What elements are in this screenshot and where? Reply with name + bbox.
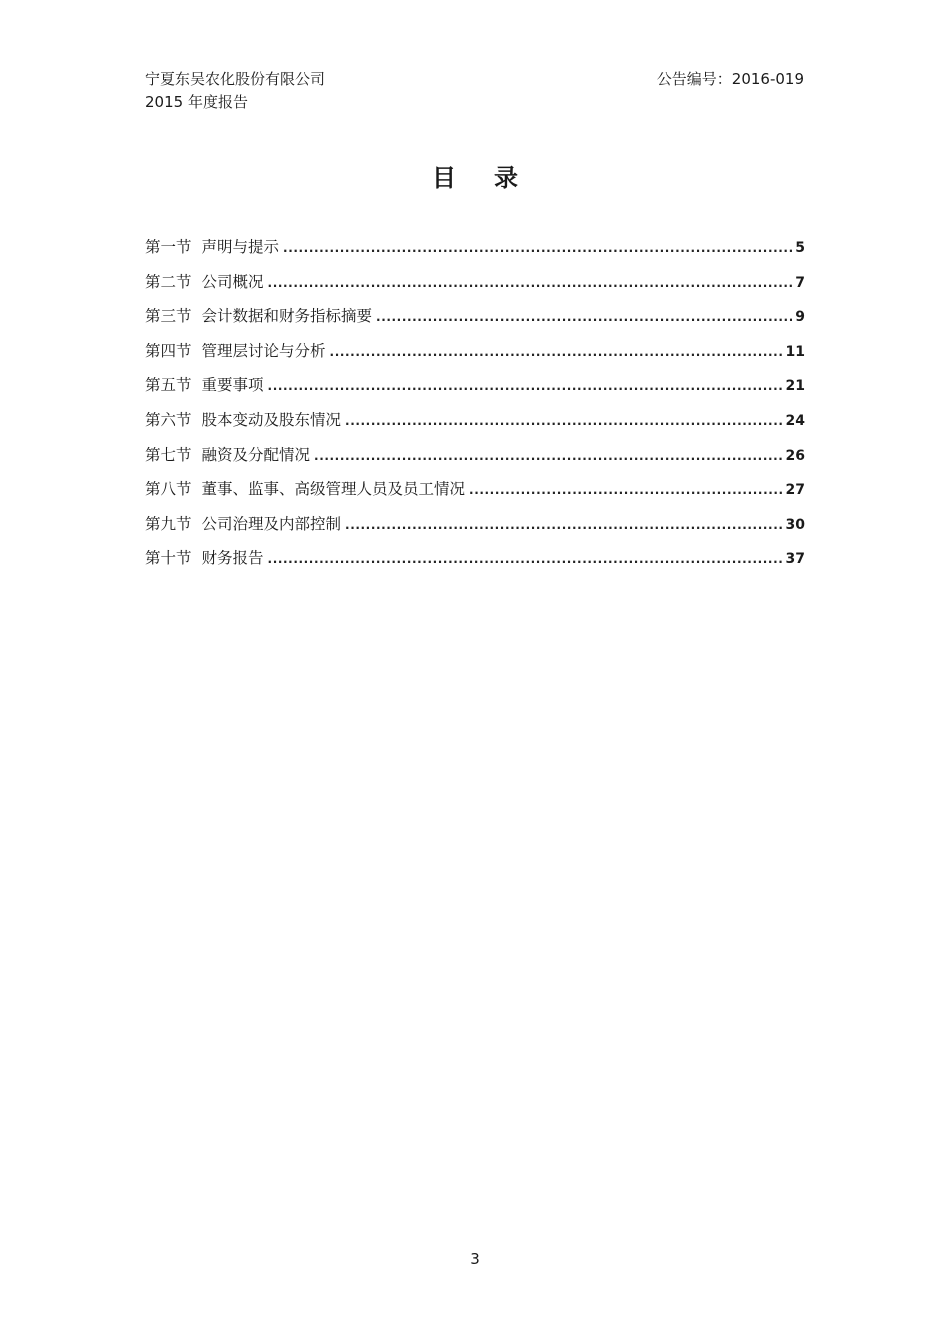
toc-dot-leader	[314, 449, 782, 463]
page-header	[145, 68, 804, 114]
toc-page-number: 7	[795, 274, 805, 291]
toc-dot-leader	[268, 276, 793, 290]
toc-section-title: 会计数据和财务指标摘要	[201, 307, 373, 326]
toc-entry[interactable]	[145, 373, 805, 408]
toc-dot-leader	[268, 379, 783, 393]
header-top-row	[145, 68, 804, 91]
announcement-number: 公告编号：2016-019	[656, 70, 804, 88]
toc-entry[interactable]	[145, 408, 805, 443]
toc-entry[interactable]	[145, 235, 805, 270]
toc-page-number: 30	[785, 516, 805, 533]
toc-section-title: 公司概况	[201, 272, 264, 291]
toc-dot-leader	[345, 414, 782, 428]
toc-entry[interactable]	[145, 443, 805, 478]
toc-section-title: 管理层讨论与分析	[201, 341, 326, 360]
toc-dot-leader	[469, 483, 782, 497]
page-title: 目录	[432, 164, 556, 192]
toc-entry[interactable]	[145, 270, 805, 305]
toc-page-number: 5	[795, 240, 805, 256]
toc-entry[interactable]	[145, 512, 805, 547]
toc-section-title: 融资及分配情况	[201, 445, 311, 464]
toc-section-number: 第九节	[145, 514, 192, 533]
toc-entry[interactable]	[145, 339, 805, 374]
toc-section-title: 董事、监事、高级管理人员及员工情况	[201, 480, 466, 499]
toc-section-number: 第七节	[145, 445, 192, 464]
report-year: 2015 年度报告	[145, 93, 248, 111]
toc-dot-leader	[345, 518, 782, 532]
toc-section-title: 公司治理及内部控制	[201, 514, 342, 533]
table-of-contents	[145, 235, 805, 581]
toc-section-number: 第一节	[145, 238, 192, 256]
toc-section-number: 第二节	[145, 272, 192, 291]
toc-section-number: 第八节	[145, 480, 192, 499]
toc-section-number: 第三节	[145, 307, 192, 326]
toc-entry[interactable]	[145, 477, 805, 512]
toc-section-title: 股本变动及股东情况	[201, 410, 342, 429]
page-number: 3	[470, 1250, 480, 1268]
toc-section-number: 第六节	[145, 410, 192, 429]
toc-page-number: 26	[785, 447, 805, 464]
toc-section-title: 财务报告	[201, 549, 264, 568]
toc-entry[interactable]	[145, 546, 805, 581]
toc-section-number: 第十节	[145, 549, 192, 568]
toc-page-number: 21	[785, 378, 805, 395]
toc-page-number: 27	[785, 482, 805, 499]
toc-dot-leader	[376, 310, 792, 324]
toc-page-number: 11	[785, 343, 805, 360]
company-name: 宁夏东吴农化股份有限公司	[145, 70, 326, 88]
toc-page-number: 37	[785, 551, 805, 568]
toc-section-number: 第四节	[145, 341, 192, 360]
toc-page-number: 24	[785, 412, 805, 429]
toc-section-title: 重要事项	[201, 376, 264, 395]
toc-section-title: 声明与提示	[201, 238, 280, 256]
toc-section-number: 第五节	[145, 376, 192, 395]
toc-dot-leader	[268, 552, 783, 566]
toc-entry[interactable]	[145, 304, 805, 339]
toc-dot-leader	[283, 241, 792, 255]
toc-page-number: 9	[795, 309, 805, 326]
toc-dot-leader	[330, 345, 783, 359]
